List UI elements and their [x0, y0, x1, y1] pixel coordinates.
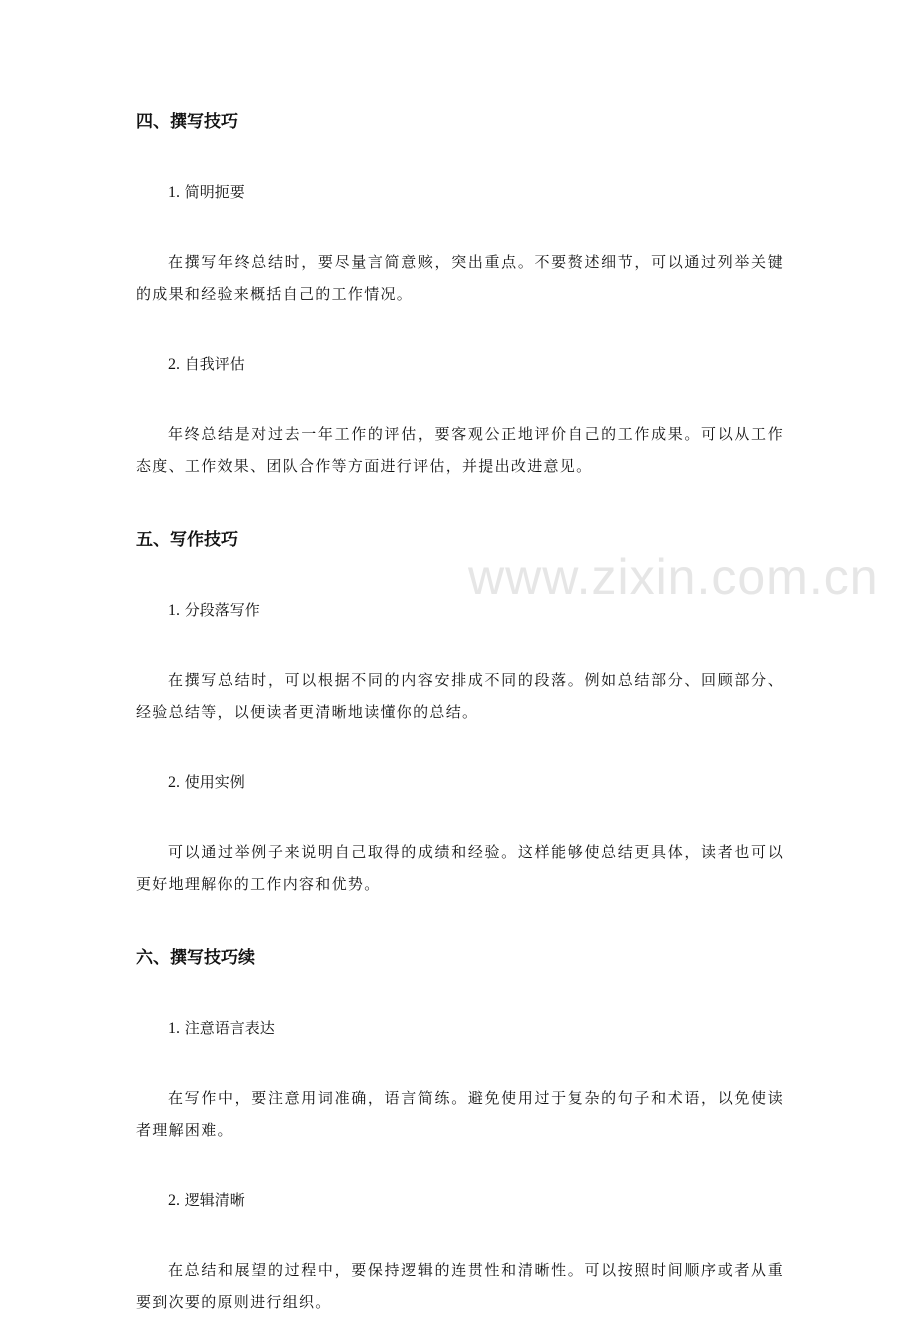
item-title-text: 注意语言表达	[184, 1019, 275, 1037]
item-number: 2.	[168, 1192, 180, 1209]
section-heading: 六、撰写技巧续	[136, 948, 255, 968]
paragraph: 在总结和展望的过程中，要保持逻辑的连贯性和清晰性。可以按照时间顺序或者从重要到次要的原则进行组织。	[136, 1261, 784, 1311]
item-title	[136, 1184, 784, 1216]
paragraph: 在撰写总结时，可以根据不同的内容安排成不同的段落。例如总结部分、回顾部分、经验总结等，以便读者更清晰地读懂你的总结。	[136, 671, 784, 721]
item-number: 1.	[168, 602, 180, 619]
paragraph: 可以通过举例子来说明自己取得的成绩和经验。这样能够使总结更具体，读者也可以更好地理解你的工作内容和优势。	[136, 843, 784, 893]
section-heading: 四、撰写技巧	[136, 112, 238, 132]
item-number: 2.	[168, 774, 180, 791]
watermark: www.zixin.com.cn	[468, 549, 879, 605]
item-title	[136, 594, 784, 626]
paragraph: 在写作中，要注意用词准确，语言简练。避免使用过于复杂的句子和术语，以免使读者理解困难。	[136, 1089, 784, 1139]
item-title-text: 分段落写作	[184, 601, 260, 619]
section-5	[136, 524, 784, 900]
section-4	[136, 106, 784, 482]
item-title	[136, 176, 784, 208]
item-title-text: 自我评估	[184, 355, 245, 373]
document-content	[136, 106, 784, 1318]
paragraph: 年终总结是对过去一年工作的评估，要客观公正地评价自己的工作成果。可以从工作态度、工作效果、团队合作等方面进行评估，并提出改进意见。	[136, 425, 784, 475]
item-number: 1.	[168, 1020, 180, 1037]
item-title-text: 逻辑清晰	[184, 1191, 245, 1209]
item-title	[136, 766, 784, 798]
paragraph: 在撰写年终总结时，要尽量言简意赅，突出重点。不要赘述细节，可以通过列举关键的成果和经验来概括自己的工作情况。	[136, 253, 784, 303]
item-title-text: 简明扼要	[184, 183, 245, 201]
item-title	[136, 348, 784, 380]
section-6	[136, 942, 784, 1318]
item-number: 1.	[168, 184, 180, 201]
item-title-text: 使用实例	[184, 773, 245, 791]
section-heading: 五、写作技巧	[136, 530, 238, 550]
item-number: 2.	[168, 356, 180, 373]
item-title	[136, 1012, 784, 1044]
